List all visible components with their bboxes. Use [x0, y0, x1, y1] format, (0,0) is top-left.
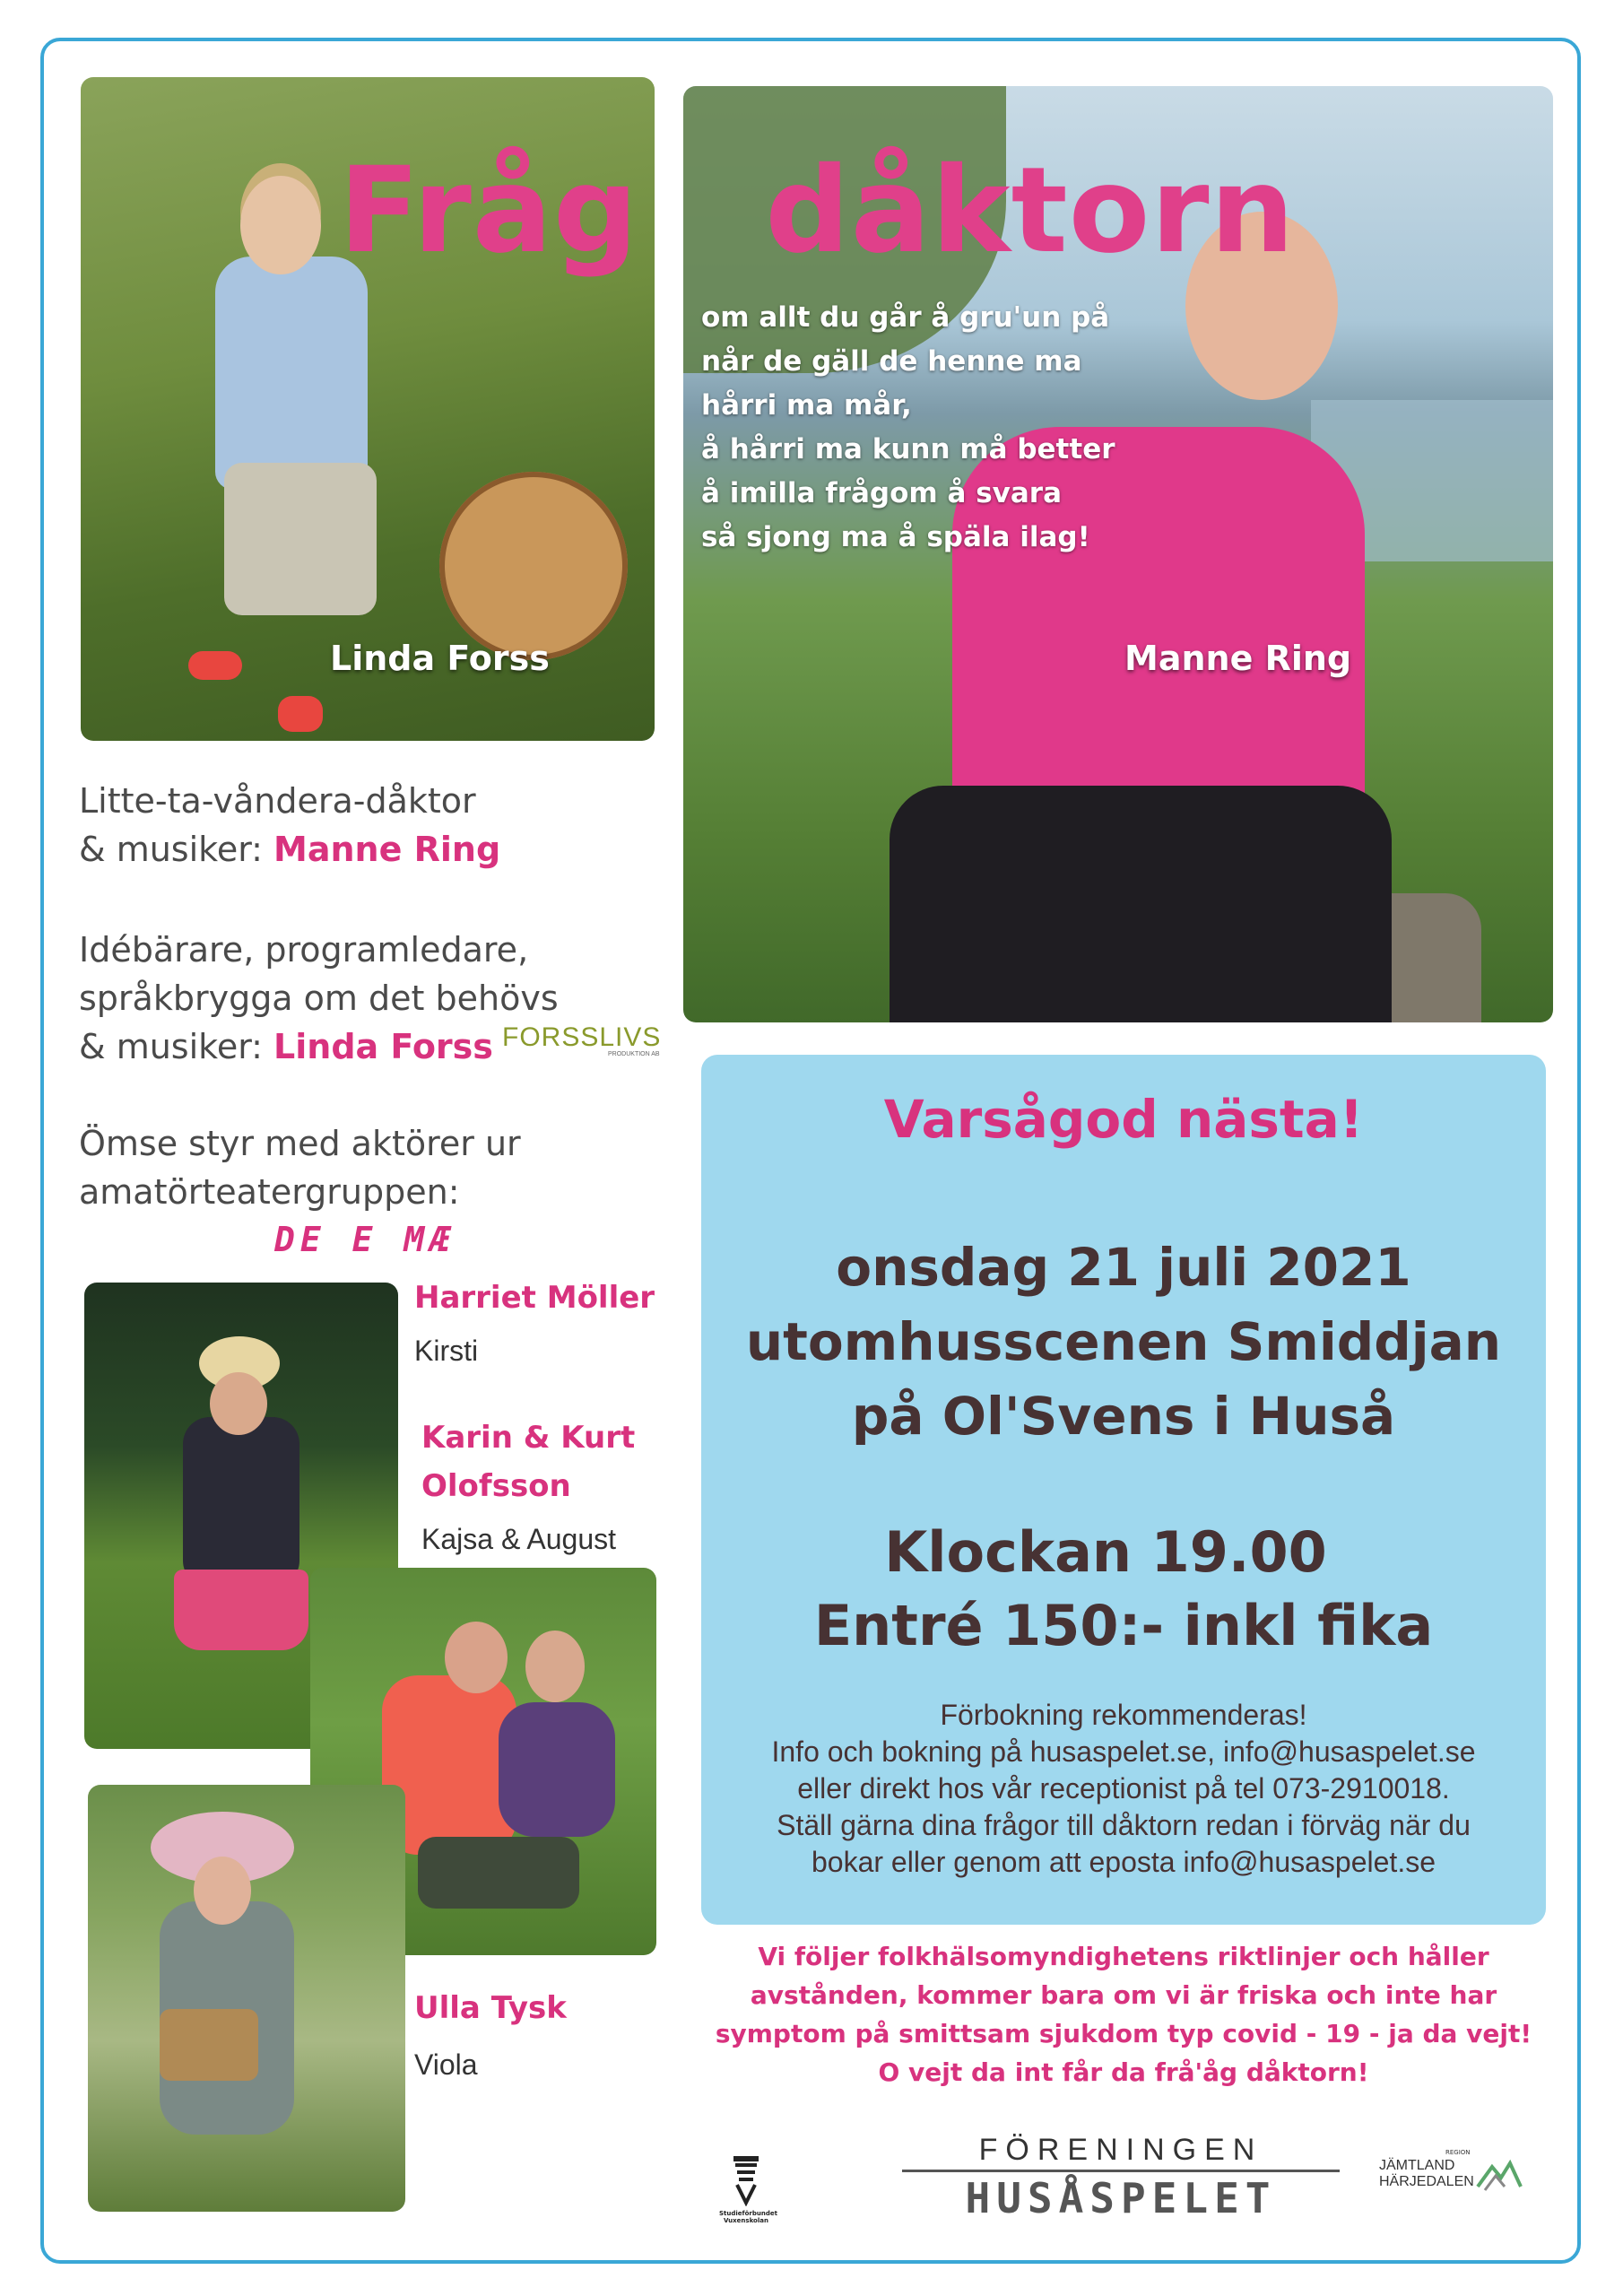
actor-name-line: Olofsson: [421, 1468, 571, 1504]
region-logo-line: JÄMTLAND: [1379, 2158, 1455, 2173]
notice-line: avstånden, kommer bara om vi är friska och inte har: [750, 1980, 1497, 2010]
covid-notice: [701, 1937, 1546, 2092]
de-e-mae-logo: DE E MÆ: [274, 1220, 456, 1259]
event-date-line: utomhusscenen Smiddjan: [745, 1311, 1502, 1372]
person-shoe: [278, 696, 323, 732]
basket-shape: [160, 2009, 258, 2081]
notice-line: O vejt da int får da frå'åg dåktorn!: [878, 2057, 1369, 2087]
person-head: [240, 176, 321, 274]
poem-line: å imilla frågom å svara: [701, 477, 1063, 509]
actor-role-viola: Viola: [414, 2048, 478, 2081]
forsslivs-logo: [502, 1022, 673, 1055]
event-headline: Varsågod nästa!: [883, 1089, 1364, 1150]
booking-info-line: Ställ gärna dina frågor till dåktorn redan i förväg när du: [777, 1809, 1471, 1841]
region-logo-line: HÄRJEDALEN: [1379, 2174, 1474, 2189]
region-logo-small: REGION: [1445, 2149, 1471, 2156]
credit-role: & musiker:: [79, 830, 274, 869]
sv-logo-icon: [728, 2152, 764, 2206]
credit-name: Manne Ring: [273, 830, 501, 869]
notice-line: symptom på smittsam sjukdom typ covid - 19 - ja da vejt!: [715, 2019, 1532, 2048]
poem-line: hårri ma mår,: [701, 389, 912, 422]
credits-block-1: [79, 777, 689, 874]
person-head: [194, 1857, 251, 1925]
credits-block-3: [79, 1119, 689, 1216]
poem-line: når de gäll de henne ma: [701, 345, 1082, 378]
person-head: [525, 1631, 585, 1702]
sv-logo-text: Vuxenskolan: [724, 2217, 768, 2224]
event-booking-info: [701, 1697, 1546, 1881]
person-head: [445, 1622, 508, 1693]
event-date-line: onsdag 21 juli 2021: [836, 1237, 1411, 1298]
credit-role: & musiker:: [79, 1027, 274, 1066]
mountain-icon: [1476, 2156, 1523, 2192]
studieforbundet-vuxenskolan-logo: [719, 2152, 777, 2224]
person-sweater: [499, 1702, 615, 1837]
foreningen-husaspelet-logo: [897, 2133, 1345, 2222]
person-shoe: [188, 651, 242, 680]
forsslivs-logo-text: FORSSLIVS: [502, 1022, 662, 1052]
credit-line: Litte-ta-våndera-dåktor: [79, 781, 476, 821]
actor-name-karin-kurt-olofsson: [421, 1413, 635, 1510]
title-word-1: Fråg: [339, 142, 639, 280]
credit-line: Idébärare, programledare,: [79, 930, 529, 970]
event-date-line: på Ol'Svens i Huså: [851, 1386, 1396, 1447]
person-legs: [890, 786, 1392, 1022]
guitar-shape: [439, 472, 628, 660]
region-jamtland-harjedalen-logo: [1379, 2149, 1523, 2203]
ulla-tysk-photo: [88, 1785, 405, 2212]
poem-line: så sjong ma å späla ilag!: [701, 521, 1090, 553]
actor-role-kirsti: Kirsti: [414, 1335, 479, 1367]
credit-name: Linda Forss: [273, 1027, 493, 1066]
title-word-2: dåktorn: [765, 142, 1296, 280]
credit-line: Ömse styr med aktörer ur: [79, 1124, 521, 1163]
poem: [701, 296, 1239, 560]
husaspelet-logo-name: HUSÅSPELET: [965, 2174, 1277, 2222]
caption-manne-ring: Manne Ring: [1124, 639, 1352, 678]
sv-logo-text: Studieförbundet: [719, 2210, 777, 2217]
event-time: Klockan 19.00: [884, 1519, 1327, 1585]
person-head: [210, 1372, 267, 1435]
actor-name-harriet-moller: Harriet Möller: [414, 1280, 655, 1316]
person-legs: [224, 463, 377, 615]
event-time-price: [701, 1516, 1546, 1663]
husaspelet-logo-top: FÖRENINGEN: [978, 2133, 1263, 2167]
actor-role-kajsa-august: Kajsa & August: [421, 1523, 617, 1555]
forsslivs-logo-sub: PRODUKTION AB: [608, 1051, 660, 1057]
event-info-box: [701, 1055, 1546, 1925]
poem-line: om allt du går å gru'un på: [701, 301, 1110, 334]
caption-linda-forss: Linda Forss: [330, 639, 550, 678]
event-entry-price: Entré 150:- inkl fika: [813, 1593, 1434, 1658]
credit-line: språkbrygga om det behövs: [79, 978, 559, 1018]
person-skirt: [174, 1570, 308, 1650]
booking-info-line: Förbokning rekommenderas!: [940, 1699, 1307, 1731]
person-body: [215, 257, 368, 490]
person-body: [183, 1417, 299, 1587]
booking-info-line: bokar eller genom att eposta info@husaspelet.se: [811, 1846, 1436, 1878]
event-date-place: [701, 1231, 1546, 1454]
person-boots: [418, 1837, 579, 1909]
actor-name-ulla-tysk: Ulla Tysk: [414, 1990, 567, 2026]
poster-title: [339, 142, 1295, 280]
booking-info-line: Info och bokning på husaspelet.se, info@husaspelet.se: [771, 1735, 1476, 1768]
notice-line: Vi följer folkhälsomyndighetens riktlinjer och håller: [758, 1942, 1489, 1971]
husaspelet-logo-rule: [902, 2170, 1340, 2172]
booking-info-line: eller direkt hos vår receptionist på tel 073-2910018.: [797, 1772, 1450, 1805]
poem-line: å hårri ma kunn må better: [701, 433, 1115, 465]
credit-line: amatörteatergruppen:: [79, 1172, 460, 1212]
actor-name-line: Karin & Kurt: [421, 1420, 636, 1456]
credit-line: [79, 825, 689, 874]
